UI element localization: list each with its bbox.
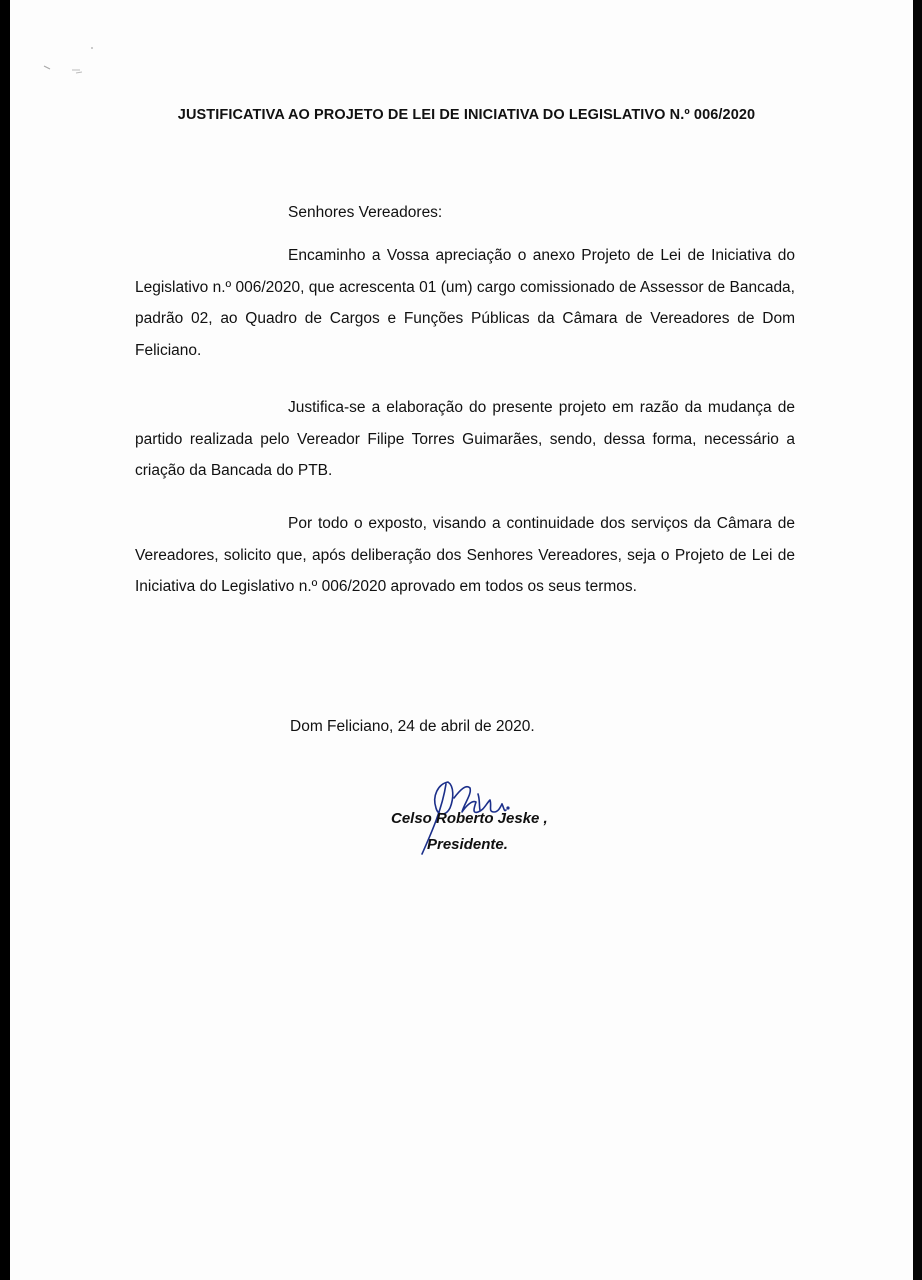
document-page (10, 0, 913, 1280)
scan-frame-edge (913, 0, 922, 1280)
signatory-role: Presidente. (427, 836, 508, 853)
scan-specks (32, 40, 112, 110)
paragraph-2: Justifica-se a elaboração do presente projeto em razão da mudança de partido realizada pelo Vereador Filipe Torres Guimarães, sendo, dessa forma, necessário a criação da Bancada do PTB. (135, 399, 795, 479)
signatory-name: Celso Roberto Jeske , (391, 810, 548, 827)
salutation: Senhores Vereadores: (288, 204, 443, 221)
document-title: JUSTIFICATIVA AO PROJETO DE LEI DE INICIATIVA DO LEGISLATIVO N.º 006/2020 (177, 107, 756, 123)
date-line: Dom Feliciano, 24 de abril de 2020. (290, 718, 535, 735)
paragraph-3: Por todo o exposto, visando a continuidade dos serviços da Câmara de Vereadores, solicito que, após deliberação dos Senhores Vereadores, seja o Projeto de Lei de Iniciativa do Legislativo n.º 006/2020 aprovado em todos os seus termos. (135, 515, 795, 595)
signature-block (380, 770, 600, 880)
paragraph-1: Encaminho a Vossa apreciação o anexo Projeto de Lei de Iniciativa do Legislativo n.º 006/2020, que acrescenta 01 (um) cargo comissionado de Assessor de Bancada, padrão 02, ao Quadro de Cargos e Funções Públicas da Câmara de Vereadores de Dom Feliciano. (135, 247, 795, 359)
